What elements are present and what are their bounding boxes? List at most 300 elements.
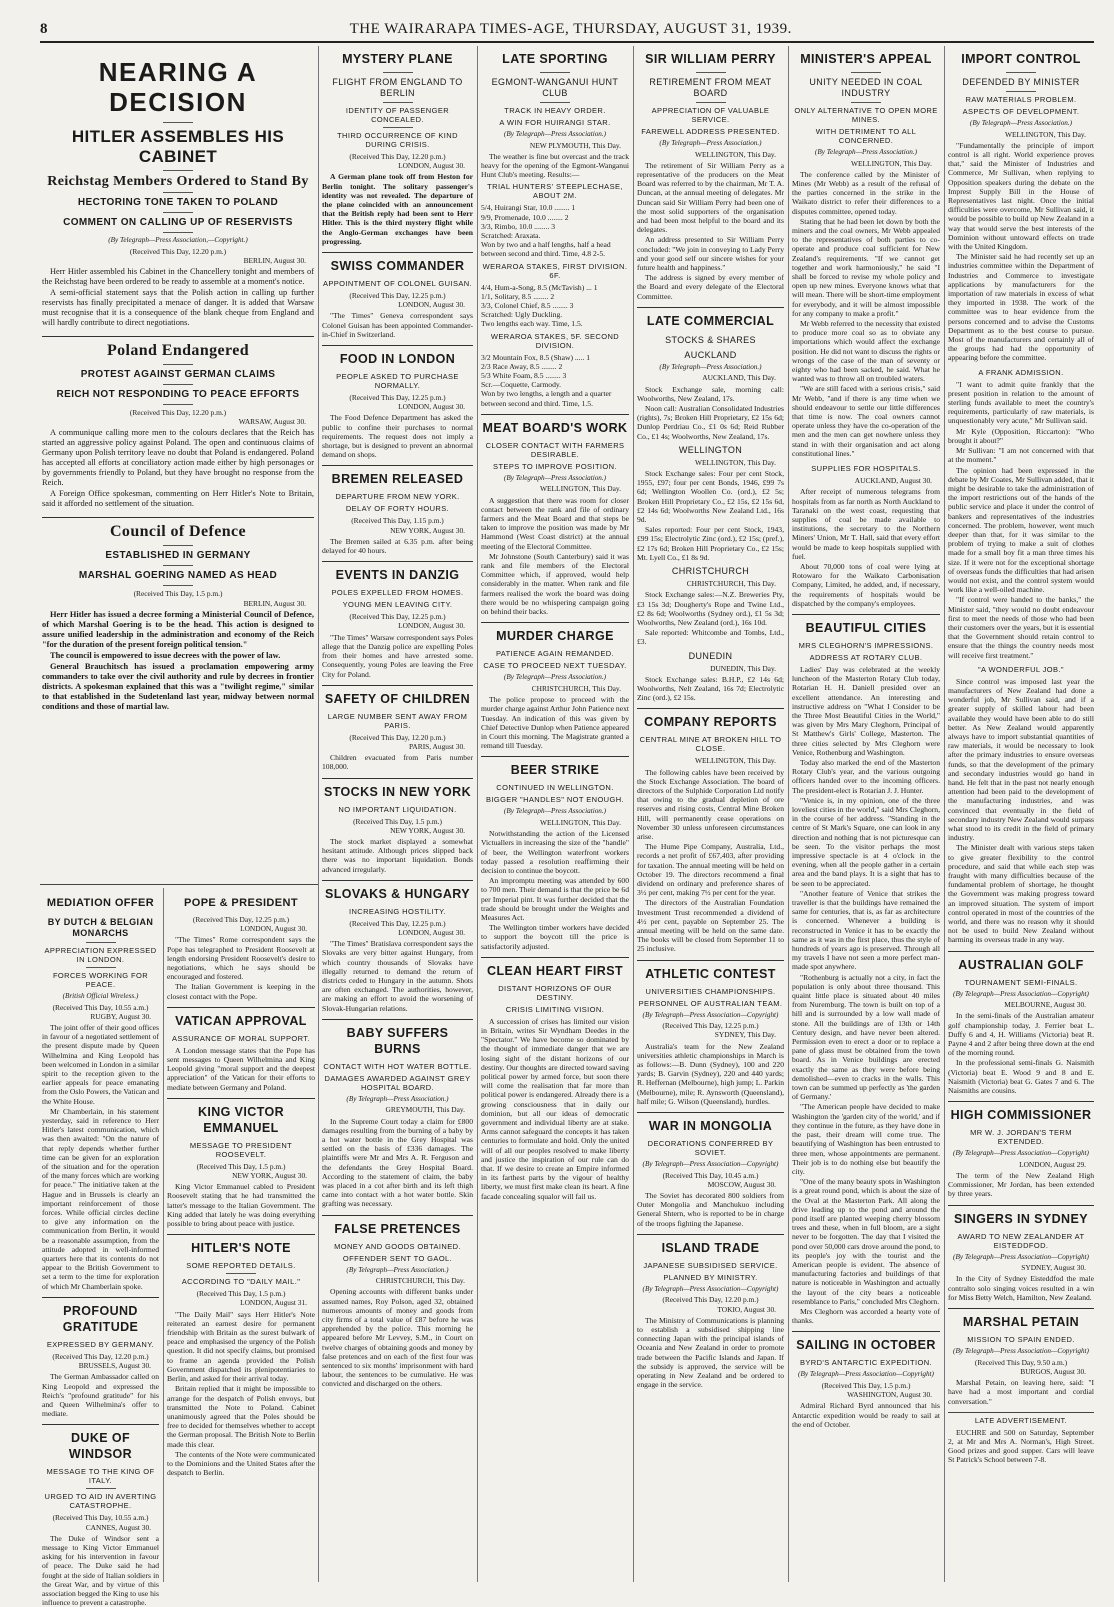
company-dateline: WELLINGTON, This Day.	[695, 756, 776, 766]
column-3	[481, 46, 629, 1584]
meat-subhead-2: STEPS TO IMPROVE POSITION.	[493, 461, 617, 471]
minister-subhead-1: UNITY NEEDED IN COAL INDUSTRY	[809, 77, 923, 98]
sporting-para: The weather is fine but overcast and the track heavy for the opening of the Egmont-Wanganui Hunt Club's meeting. Results:—	[481, 151, 629, 180]
cities-body	[792, 665, 940, 1325]
baby-dateline: GREYMOUTH, This Day.	[385, 1105, 465, 1115]
commissioner-dateline: LONDON, August 29.	[1019, 1159, 1086, 1169]
note-subhead-1: SOME REPORTED DETAILS.	[186, 1261, 296, 1271]
food-para: The Food Defence Department has asked the public to confine their purchases to normal requirements. The request does not imply a shortage, but is designed to prevent an abnormal demand on shops.	[322, 413, 473, 460]
murder-headline: MURDER CHARGE	[481, 622, 629, 646]
golf-body	[948, 1011, 1094, 1095]
beer-para: The Wellington timber workers have decided to support the boycott till the price is satisfactorily adjusted.	[481, 923, 629, 951]
minister-para: "We are still faced with a serious crisis," said Mr Webb, "and if there is any time when we should endeavour to settle our little differences that time is now. The coal owners cannot operate unless they have the co-operation of the men and the men can get nowhere unless they stand in with their organisation and act along constitutional lines."	[792, 384, 940, 458]
council-subhead-1: ESTABLISHED IN GERMANY	[105, 550, 251, 562]
perry-subhead-1: RETIREMENT FROM MEAT BOARD	[649, 77, 772, 98]
hospitals-dateline: AUCKLAND, August 30.	[854, 476, 932, 486]
import-subhead-3: ASPECTS OF DEVELOPMENT.	[962, 107, 1080, 116]
admission-para: "I want to admit quite frankly that the present position in relation to the amount of sterling funds available to meet the country's requirements, particularly of raw materials, is unquestionably very acute," Mr Sullivan said.	[948, 379, 1094, 426]
singers-body	[948, 1274, 1094, 1302]
race-line: Scr.—Coquette, Carmody.	[481, 380, 562, 390]
mongolia-body	[637, 1191, 784, 1228]
mediation-received: (Received This Day, 10.55 a.m.)	[52, 1002, 149, 1012]
pretences-para: Opening accounts with different banks under assumed names, Roy Polson, aged 32, obtained numerous amounts of money and goods from city firms of a total value of £87 before he was apprehended by the police. This morning he appeared before Mr Levvey, S.M., in Court on twelve charges of obtaining goods and money by false pretences and on each of the first four was sentenced to six months' imprisonment with hard labour, the sentences to be cumulative. He was convicted and discharged on the others.	[322, 1287, 473, 1389]
petain-para: Marshal Petain, on leaving here, said: "I have had a most important and cordial conversation."	[948, 1378, 1094, 1406]
pope-para: "The Times" Rome correspondent says the Pope has telegraphed to President Roosevelt at length endorsing President Roosevelt's desire to negotiations, which he says should be encouraged and fostered.	[167, 935, 315, 982]
island-headline: ISLAND TRADE	[637, 1234, 784, 1258]
pope-para: The Italian Government is keeping in the closest contact with the Pope.	[167, 982, 315, 1001]
commissioner-para: The term of the New Zealand High Commissioner, Mr Jordan, has been extended by three years.	[948, 1171, 1094, 1199]
poland-para: A Foreign Office spokesman, commenting on Herr Hitler's Note to Britain, said it afforded no settlement of the situation.	[42, 489, 314, 509]
victor-dateline: NEW YORK, August 30.	[232, 1171, 307, 1181]
petain-headline: MARSHAL PETAIN	[948, 1308, 1094, 1332]
admission-para: Mr Sullivan: "I am not concerned with that at the moment."	[948, 446, 1094, 465]
vatican-subhead-1: ASSURANCE OF MORAL SUPPORT.	[172, 1033, 310, 1043]
children-received: (Received This Day, 12.20 p.m.)	[349, 732, 446, 742]
cities-para: "Another feature of Venice that strikes the traveller is that the buildings have remained the same for centuries, that is, as far as architecture is concerned. Whenever a building is reconstructed in Venice it has to be exactly the same as it was in the first place, thus the style of hundreds of years ago is preserved. Through all my travels I have not seen a more perfect man-made spot anywhere.	[792, 888, 940, 972]
island-credit: (By Telegraph—Press Association—Copyright)	[642, 1284, 779, 1293]
slovaks-subhead-1: INCREASING HOSTILITY.	[348, 906, 447, 916]
auckland-para: Noon call: Australian Consolidated Industries (rights), 7s; Broken Hill Proprietary, £2 15s 6d; Dunlop Perdriau Co., £1 0s 6d; Reid Rubber Co., £1 4s; Woolworths, New Zealand, 17s.	[637, 404, 784, 441]
windsor-headline: DUKE OF WINDSOR	[42, 1424, 159, 1464]
gratitude-dateline: BRUSSELS, August 30.	[78, 1361, 151, 1371]
christchurch-dateline: CHRISTCHURCH, This Day.	[686, 579, 776, 589]
island-para: The Ministry of Communications is planning to establish a subsidised shipping line connecting Japan with the principal islands of Oceania and New Zealand in order to promote trade between the Pacific Islands and Japan. If the subsidy is approved, the service will be operating in New Zealand and be ordered to engage in the service.	[637, 1315, 784, 1390]
late-advert-heading: LATE ADVERTISEMENT.	[948, 1412, 1094, 1425]
late-advert-body	[948, 1428, 1094, 1465]
murder-body	[481, 695, 629, 750]
swiss-body	[322, 311, 473, 339]
beer-body	[481, 829, 629, 951]
perry-headline: SIR WILLIAM PERRY	[645, 52, 776, 66]
import-para: The Minister said he had recently set up an industries committee within the Department of Industries and Commerce to investigate applications by manufacturers for the importation of raw materials in excess of what they imported in 1938. The work of the committee was to hear evidence from the persons concerned and to advise the Customs Department as to the best course to pursue. Most of the manufacturers and certainly all of the groups had had the opportunity of appearing before the committee.	[948, 252, 1094, 363]
pretences-body	[322, 1287, 473, 1388]
beer-dateline: WELLINGTON, This Day.	[540, 817, 621, 827]
sailing-received: (Received This Day, 1.5 p.m.)	[821, 1380, 911, 1390]
baby-headline: BABY SUFFERS BURNS	[322, 1019, 473, 1059]
wonderful-para: The Minister dealt with various steps taken to give greater flexibility to the control procedure, and said that while each step was fraught with many difficulties because of the fundamental problem of shortage, he thought the Government was making progress toward an improved situation. The system of import control operated in most of the countries of the world, and there was no reason why it should not be used to build New Zealand without harming its overseas trade in any way.	[948, 843, 1094, 945]
mystery-subhead-2: IDENTITY OF PASSENGER CONCEALED.	[345, 106, 450, 124]
perry-dateline: WELLINGTON, This Day.	[695, 149, 776, 159]
athletic-subhead-2: PERSONNEL OF AUSTRALIAN TEAM.	[638, 998, 783, 1008]
company-headline: COMPANY REPORTS	[637, 708, 784, 732]
perry-body	[637, 161, 784, 301]
danzig-body	[322, 633, 473, 679]
admission-para: The opinion had been expressed in the debate by Mr Coates, Mr Sullivan added, that it might be desirable to take the administration of the import restrictions out of the hands of the public service and place it under the control of bankers and representatives of the industries concerned. The problem, however, went much deeper than that, for it was similar to the problem of trying to make a suit of clothes made for a small boy fit a man three times his size. If it were not for the exceptional shortage of overseas funds the difficulties that had arisen would not exist, and the control system would work like a well-oiled machine.	[948, 465, 1094, 595]
pope-received: (Received This Day, 12.25 p.m.)	[192, 915, 290, 924]
golf-headline: AUSTRALIAN GOLF	[948, 951, 1094, 975]
children-subhead-1: LARGE NUMBER SENT AWAY FROM PARIS.	[327, 711, 468, 730]
company-para: The directors of the Australian Foundation Investment Trust recommended a dividend of 4½ per cent, payable on September 25. The annual meeting will be held on the same date. The books will be closed from September 11 to 25 inclusive.	[637, 898, 784, 954]
poland-headline: Poland Endangered	[42, 336, 314, 361]
mediation-body	[42, 1023, 159, 1291]
pope-dateline: LONDON, August 30.	[240, 924, 307, 934]
victor-subhead-1: MESSAGE TO PRESIDENT ROOSEVELT.	[189, 1140, 293, 1159]
athletic-headline: ATHLETIC CONTEST	[637, 960, 784, 984]
race-line: 5/4, Huirangi Star, 10.0 ........ 1	[481, 203, 576, 213]
race-line: 3/3, Colonel Chief, 8.5 ........ 3	[481, 301, 574, 311]
note-subhead-2: ACCORDING TO "DAILY MAIL."	[181, 1277, 301, 1287]
mongolia-received: (Received This Day, 10.45 a.m.)	[662, 1170, 759, 1180]
sporting-subhead-1: EGMONT-WANGANUI HUNT CLUB	[491, 77, 619, 98]
bremen-body	[322, 537, 473, 555]
bremen-dateline: NEW YORK, August 30.	[390, 525, 465, 535]
sailing-subhead-1: BYRD'S ANTARCTIC EXPEDITION.	[799, 1358, 933, 1368]
slovaks-received: (Received This Day, 12.25 p.m.)	[349, 918, 446, 928]
danzig-received: (Received This Day, 12.25 p.m.)	[349, 612, 446, 622]
athletic-para: Australia's team for the New Zealand universities athletic championships in March is as follows:—B. Dunn (Sydney), 100 and 220 yards; B. Garvin (Sydney), 220 and 440 yards; R. Heffernan (Melbourne), high jump; L. Parkin (Melbourne), mile; R. Aynsworth (Queensland), half mile; G. Wilson (Queensland), hurdles.	[637, 1041, 784, 1106]
meat-body	[481, 496, 629, 617]
race-line: Won by two lengths, a length and a quarter between second and third. Time, 1.5.	[481, 389, 612, 408]
hospitals-heading: SUPPLIES FOR HOSPITALS.	[811, 464, 921, 474]
bremen-headline: BREMEN RELEASED	[322, 465, 473, 489]
heart-subhead-1: DISTANT HORIZONS OF OUR DESTINY.	[498, 983, 612, 1002]
mediation-credit: (British Official Wireless.)	[62, 992, 139, 1000]
victor-headline: KING VICTOR EMMANUEL	[167, 1098, 315, 1138]
admission-para: "If control were handed to the banks," the Minister said, "they would no doubt endeavour first to meet the needs of those who had been their customers over the years, but it is essential that the Government should retain control to ensure that the things the country needs most will receive first treatment."	[948, 595, 1094, 660]
perry-para: The address is signed by every member of the Board and every delegate of the Electoral Committee.	[637, 273, 784, 301]
danzig-para: "The Times" Warsaw correspondent says Poles allege that the Danzig police are expelling Poles from their homes and have arrested some. Consequently, young Poles are leaving the Free City for Poland.	[322, 632, 473, 679]
wonderful-heading: "A WONDERFUL JOB."	[977, 664, 1064, 674]
auckland-credit: (By Telegraph—Press Association.)	[659, 362, 762, 371]
council-para: General Brauchitsch has issued a proclamation empowering army commanders to take over the civil authority and rule by decrees in frontier districts. A spokesman explained that this was a "twilight regime," similar to that established in the Sudetenland last year, midway between normal conditions and those of martial law.	[42, 661, 314, 711]
beer-subhead-2: BIGGER "HANDLES" NOT ENOUGH.	[485, 795, 625, 805]
auckland-heading: AUCKLAND	[684, 349, 737, 360]
lead-body	[42, 267, 314, 328]
food-subhead-1: PEOPLE ASKED TO PURCHASE NORMALLY.	[336, 372, 459, 391]
poland-para: A communique calling more men to the colours declares that the Reich has started an aggressive policy against Poland. The open and continuous claims of Germany upon Polish territory leave no doubt that Poland is endangered. Poland has accepted all efforts at conciliatory action made either by high personages or by governments friendly to Poland, but they have brought no response from the Reich.	[42, 428, 314, 488]
murder-credit: (By Telegraph—Press Association.)	[503, 673, 607, 682]
pretences-headline: FALSE PRETENCES	[322, 1215, 473, 1239]
race-line: Scratched: Ugly Duckling.	[481, 310, 563, 320]
column-6	[948, 46, 1094, 1584]
mediation-subhead-3: FORCES WORKING FOR PEACE.	[52, 971, 149, 989]
race-line: Won by two and a half lengths, half a head between second and third. Time, 4.8 2-5.	[481, 240, 611, 259]
murder-para: The police propose to proceed with the murder charge against Arthur John Patience next Tuesday. An indication of this was given by Chief Detective Dunlop when Patience appeared in Court this morning. The Magistrate granted a remand till Tuesday.	[481, 695, 629, 751]
masthead	[40, 14, 1094, 43]
windsor-body	[42, 1534, 159, 1607]
lead-subhead-1: HITLER ASSEMBLES HIS CABINET	[71, 127, 285, 166]
minister-subhead-3: WITH DETRIMENT TO ALL CONCERNED.	[815, 127, 917, 145]
island-body	[637, 1316, 784, 1390]
race-1-title: TRIAL HUNTERS' STEEPLECHASE, ABOUT 2M.	[487, 182, 623, 201]
poland-received: (Received This Day, 12.20 p.m.)	[129, 408, 227, 417]
athletic-dateline: SYDNEY, This Day.	[714, 1030, 776, 1040]
company-para: The following cables have been received by the Stock Exchange Association. The board of directors of the Sulphide Corporation Ltd notify that owing to the gradual depletion of ore reserves and rising costs, Central Mine Broken Hill, will permanently cease operations on November 30 unless unforeseen circumstances arise.	[637, 767, 784, 841]
note-para: "The Daily Mail" says Herr Hitler's Note reiterated an earnest desire for permanent friendship with Britain as the surest bulwark of peace and emphasised the urgency of the Polish question. It did not specify claims, but promised to frame an agenda provided the Polish Government dispatched its plenipotentiaries to Berlin, and asked for their arrival today.	[167, 1309, 315, 1384]
meat-subhead-1: CLOSER CONTACT WITH FARMERS DESIRABLE.	[485, 440, 625, 459]
council-received: (Received This Day, 1.5 p.m.)	[133, 589, 223, 599]
note-para: Britain replied that it might be impossible to arrange for the despatch of Polish envoys, but transmitted the Note to Poland. Cabinet unanimously agreed that the Poles should be free to decided for themselves whether to accept the German proposal. The British Note to Berlin made this clear.	[167, 1384, 315, 1449]
lead-para: Herr Hitler assembled his Cabinet in the Chancellery tonight and members of the Reichstag have been ordered to be ready to assemble at a moment's notice.	[42, 267, 314, 286]
mystery-subhead-1: FLIGHT FROM ENGLAND TO BERLIN	[332, 77, 463, 98]
swiss-para: "The Times" Geneva correspondent says Colonel Guisan has been appointed Commander-in-Chief in Switzerland.	[322, 311, 473, 339]
mediation-dateline: RUGBY, August 30.	[90, 1011, 151, 1021]
beer-headline: BEER STRIKE	[481, 756, 629, 780]
food-headline: FOOD IN LONDON	[322, 345, 473, 369]
cities-para: "One of the many beauty spots in Washington is a great round pond, which is about the size of the Oval at the Masterton Park. All along the drive leading up to the pond and around the pond itself are planted weeping cherry blossom trees and these, when in full bloom, are a sight never to be forgotten. The day that I visited the pond over 50,000 cars drove around the pond, to its people's joy with the tourist and the American people is evident. The absence of manufacturing factories and buildings of that nature is noticeable in Washington and actually the layout of the city bears a noticeable resemblance to Paris," concluded Mrs Cleghorn.	[792, 1177, 940, 1306]
commissioner-headline: HIGH COMMISSIONER	[948, 1101, 1094, 1125]
slovaks-body	[322, 939, 473, 1013]
beer-credit: (By Telegraph—Press Association.)	[503, 807, 607, 816]
wellington-para: Stock Exchange sales: Four per cent Stock, 1955, £97; four per cent Bonds, 1946, £99 7s 6d; Wellington Woollen Co. (ord.), £2 5s; Broken Hill Proprietary Co., £2 15s, £2 15s 6d, £2 14s 6d; Woolworths New Zealand Ltd., 16s 9d.	[637, 469, 784, 525]
children-para: Children evacuated from Paris number 108,000.	[322, 753, 473, 772]
lead-subhead-3: HECTORING TONE TAKEN TO POLAND	[77, 197, 279, 208]
mediation-headline: MEDIATION OFFER	[46, 897, 155, 909]
race-line: 3/3, Rimbo, 10.0 ........ 3	[481, 221, 556, 231]
golf-para: In the professional semi-finals G. Naismith (Victoria) beat E. Wood 9 and 8 and E. Naismith (Victoria) beat G. Gates 7 and 6. The Naismiths are cousins.	[948, 1058, 1094, 1096]
company-subhead-1: CENTRAL MINE AT BROKEN HILL TO CLOSE.	[639, 735, 782, 754]
poland-dateline: WARSAW, August 30.	[238, 417, 306, 427]
stocks-subhead-1: NO IMPORTANT LIQUIDATION.	[338, 804, 457, 814]
gratitude-received: (Received This Day, 12.20 p.m.)	[52, 1351, 149, 1361]
athletic-subhead-1: UNIVERSITIES CHAMPIONSHIPS.	[645, 986, 776, 996]
danzig-subhead-2: YOUNG MEN LEAVING CITY.	[342, 600, 453, 610]
slovaks-dateline: LONDON, August 30.	[398, 927, 465, 937]
sailing-para: Admiral Richard Byrd announced that his Antarctic expedition would be ready to sail at the end of October.	[792, 1401, 940, 1429]
mongolia-credit: (By Telegraph—Press Association—Copyright)	[642, 1160, 779, 1169]
baby-body	[322, 1117, 473, 1209]
commercial-subhead-1: STOCKS & SHARES	[665, 334, 756, 345]
column-4	[637, 46, 784, 1584]
wellington-heading: WELLINGTON	[678, 444, 743, 455]
pope-headline: POPE & PRESIDENT	[184, 897, 298, 909]
poland-body	[42, 428, 314, 509]
race-line: 4/4, Hum-a-Song, 8.5 (McTavish) ... 1	[481, 282, 598, 292]
mongolia-headline: WAR IN MONGOLIA	[637, 1112, 784, 1136]
perry-subhead-3: FAREWELL ADDRESS PRESENTED.	[641, 127, 780, 136]
import-credit: (By Telegraph—Press Association.)	[969, 119, 1073, 127]
athletic-body	[637, 1042, 784, 1106]
singers-subhead-1: AWARD TO NEW ZEALANDER AT EISTEDDFOD.	[957, 1231, 1085, 1250]
sporting-dateline: NEW PLYMOUTH, This Day.	[529, 140, 621, 150]
cities-para: "Venice is, in my opinion, one of the three loveliest cities in the world," said Mrs Cleghorn, in the course of her address. "Standing in the centre of St Mark's Square, one can look in any direction and nothing that is not picturesque can be seen. To the visitor perhaps the most impressive spectacle is at 4 o'clock in the evening, when all the people gather in a certain area and the band plays. It is a sight that has to be seen to be appreciated.	[792, 795, 940, 888]
dunedin-para: Stock Exchange sales: B.H.P., £2 14s 6d; Woolworths, Nelt Zealand, 16s 7d; Electrolytic Zinc (ord.), £2 15s.	[637, 674, 784, 703]
perry-credit: (By Telegraph—Press Association.)	[659, 139, 762, 147]
meat-para: Mr Johnstone (South Canterbury) said it was rank and file members of the Electoral Committee which, if approved, would help considerably in the matter. When rank and file farmers realised the work the board was doing there would be no whispering campaign going on behind their backs.	[481, 551, 629, 617]
cities-para: "The American people have decided to make Washington the 'garden city of the world,' and if they continue in the future, as they have done in the past, their dream will come true. The beautifying of Washington has been entrusted to three men, whose appointments are permanent. Their job is to do nothing else but beautify the city.	[792, 1102, 940, 1176]
mongolia-para: The Soviet has decorated 800 soldiers from Outer Mongolia and Manchukuo including General Shtern, who is reported to be in charge of the troops fighting the Japanese.	[637, 1191, 784, 1228]
beer-para: Notwithstanding the action of the Licensed Victuallers in increasing the size of the "handle" of beer, the Wellington waterfront workers today passed a resolution reaffirming their decision to continue the boycott.	[481, 829, 629, 875]
lead-subhead-2: Reichstag Members Ordered to Stand By	[47, 174, 309, 189]
sailing-dateline: WASHINGTON, August 30.	[847, 1390, 932, 1400]
golf-para: In the semi-finals of the Australian amateur golf championship today, J. Ferrier beat L. Duffy 6 and 4, H. Williams (Victoria) beat R. Payne 4 and 2 after being three down at the end of the morning round.	[948, 1011, 1094, 1058]
wonderful-para: Since control was imposed last year the manufacturers of New Zealand had done a wonderful job, Mr Sullivan said, and if a greater supply of skilled labour had been available they would have been able to do still better. As New Zealand would apparently always have to import substantial quantities of raw materials, it would be necessary to look after the primary industries to ensure overseas funds, so that the development of the primary and secondary industries would go hand in hand. He felt that in the past not nearly enough attention had been paid to the development of the manufacturing industries, and was convinced that eventually in the field of secondary industry New Zealand would surpass what stood to its credit in the field of primary industry.	[948, 676, 1094, 843]
singers-dateline: SYDNEY, August 30.	[1021, 1263, 1086, 1273]
golf-dateline: MELBOURNE, August 30.	[1004, 1000, 1086, 1010]
sailing-body	[792, 1401, 940, 1429]
pretences-subhead-1: MONEY AND GOODS OBTAINED.	[334, 1241, 461, 1251]
sporting-subhead-3: A WIN FOR HUIRANGI STAR.	[499, 118, 611, 127]
sporting-credit: (By Telegraph—Press Association.)	[503, 130, 607, 138]
lead-dateline: BERLIN, August 30.	[243, 255, 306, 265]
minister-credit: (By Telegraph—Press Association.)	[814, 148, 918, 156]
note-body	[167, 1310, 315, 1478]
cities-subhead-2: ADDRESS AT ROTARY CLUB.	[809, 652, 923, 662]
note-para: The contents of the Note were communicated to the Dominions and the United States after the despatch to Berlin.	[167, 1449, 315, 1478]
stocks-headline: STOCKS IN NEW YORK	[322, 778, 473, 802]
victor-received: (Received This Day, 1.5 p.m.)	[196, 1161, 286, 1171]
petain-dateline: BURGOS, August 30.	[1020, 1366, 1086, 1376]
minister-para: The conference called by the Minister of Mines (Mr Webb) as a result of the refusal of the parties concerned in the strike in the Waikato district to refer their differences to a disputes committee, opened today.	[792, 169, 940, 216]
import-para: "Fundamentally the principle of import control is all right. World experience proves that," said the Minister of Industries and Commerce, Mr Sullivan, when replying to Opposition speakers during the debate on the Imprest Supply Bill in the House of Representatives last night. Once the initial difficulties were overcome, Mr Sullivan said, it would be possible to build up New Zealand in a way that would serve the best interests of the Dominion without untoward effects on trade with the United Kingdom.	[948, 140, 1094, 252]
athletic-credit: (By Telegraph—Press Association—Copyright)	[642, 1010, 779, 1019]
commissioner-credit: (By Telegraph—Press Association—Copyright)	[953, 1149, 1089, 1158]
singers-credit: (By Telegraph—Press Association—Copyright)	[953, 1252, 1089, 1261]
minister-dateline: WELLINGTON, This Day.	[851, 158, 932, 168]
admission-para: Mr Kyle (Opposition, Riccarton): "Who brought it about?"	[948, 426, 1094, 445]
heart-para: A succession of crises has limited our vision in Britain, writes Sir Wyndham Deedes in the "Spectator." We have become so dominated by the thought of immediate danger that we are losing sight of the distant horizons of our destiny. Our thoughts are directed toward saving political power by armed force, but soon there will come the realisation that far more than political power is endangered. Already there is a growing consciousness that in daily our dominion, but all our ideas of democratic government and individual liberty are at stake. Arms cannot safeguard the concepts it has taken centuries to formulate and hold. Only the united will of all our peoples resolved to make liberty and justice the inspiration of our rule can do that. If we desire to create an Empire informed in its farthest parts by the vigour of healthy liberty, we must first make clean its heart. A fine facade concealing squalor will fail us.	[481, 1016, 629, 1201]
council-para: Herr Hitler has issued a decree forming a Ministerial Council of Defence, of which Marshal Goering is to be the head. This action is designed to assure unified leadership in the administration and economy of the Reich "for the duration of the present foreign political tension."	[42, 609, 314, 649]
mediation-para: Mr Chamberlain, in his statement yesterday, said in reference to Herr Hitler's latest communication, which was then awaited: "On the nature of that reply depends whether further time can be given for an exploration of the situation and for the operation of the many forces which are working for peace." The initiative taken at the Hague and in Brussels is clearly an important reinforcement of those forces. While official circles decline to give any information on the communication from Berlin, it would be a reasonable assumption, from the attitude adopted in well-informed quarters here that its contents do not appear to the British Government to set a term to the time for exploration of which Mr Chamberlain spoke.	[42, 1106, 159, 1291]
windsor-dateline: CANNES, August 30.	[85, 1522, 151, 1532]
swiss-dateline: LONDON, August 30.	[398, 300, 465, 310]
hospitals-para: After receipt of numerous telegrams from hospitals from as far north as North Auckland to Taranaki on the west coast, requesting that supplies of coal be made available to institutions, the secretary to the Northern Miners' Union, Mr T. Hall, said that every effort would be made to keep hospitals supplied with fuel.	[792, 487, 940, 561]
mongolia-subhead-1: DECORATIONS CONFERRED BY SOVIET.	[647, 1139, 774, 1158]
council-body	[42, 610, 314, 712]
singers-headline: SINGERS IN SYDNEY	[948, 1205, 1094, 1229]
dunedin-body	[637, 675, 784, 703]
gratitude-headline: PROFOUND GRATITUDE	[42, 1297, 159, 1337]
baby-para: In the Supreme Court today a claim for £800 damages resulting from the burning of a baby by a hot water bottle in the Grey Hospital was settled on the basis of £336 damages. The plaintiffs were Mr and Mrs A. R. Ferguson and the defendants the Grey Hospital Board. According to the statement of claim, the baby was placed in a cot after birth and its left thigh came into contact with a hot water bottle. Skin grafting was necessary.	[322, 1116, 473, 1209]
beer-subhead-1: CONTINUED IN WELLINGTON.	[496, 783, 614, 793]
danzig-dateline: LONDON, August 30.	[398, 621, 465, 631]
petain-body	[948, 1378, 1094, 1406]
sporting-body	[481, 152, 629, 408]
import-body	[948, 141, 1094, 363]
note-headline: HITLER'S NOTE	[167, 1234, 315, 1258]
mystery-body	[322, 172, 473, 246]
council-para: The council is empowered to issue decrees with the power of law.	[50, 650, 281, 660]
race-3-title: WERAROA STAKES, 5F. SECOND DIVISION.	[490, 331, 620, 350]
vatican-para: A London message states that the Pope has sent messages to Queen Wilhelmina and King Leopold giving "moral support and the deepest appreciation" of the Vatican for their efforts to mediate between Germany and Poland.	[167, 1045, 315, 1092]
windsor-para: The Duke of Windsor sent a message to King Victor Emmanuel asking for his intervention in favour of peace. The Duke said he had fought at the side of Italian soldiers in the Great War, and by virtue of this association begged the King to use his influence to prevent a catastrophe.	[42, 1533, 159, 1607]
race-2-title: WERAROA STAKES, FIRST DIVISION. 6F.	[482, 261, 628, 280]
stocks-received: (Received This Day, 1.5 p.m.)	[353, 816, 442, 826]
baby-subhead-1: CONTACT WITH HOT WATER BOTTLE.	[323, 1061, 472, 1071]
auckland-para: Stock Exchange sale, morning call: Woolworths, New Zealand, 17s.	[637, 384, 784, 403]
note-received: (Received This Day, 1.5 p.m.)	[196, 1289, 286, 1299]
dunedin-heading: DUNEDIN	[688, 650, 733, 661]
meat-headline: MEAT BOARD'S WORK	[481, 414, 629, 438]
auckland-body	[637, 385, 784, 441]
island-subhead-2: PLANNED BY MINISTRY.	[663, 1272, 758, 1282]
commissioner-body	[948, 1171, 1094, 1199]
race-line: 2/3 Race Away, 8.5 ........ 2	[481, 361, 563, 371]
swiss-received: (Received This Day, 12.25 p.m.)	[349, 291, 446, 301]
bremen-subhead-1: DEPARTURE FROM NEW YORK.	[335, 492, 460, 502]
wellington-dateline: WELLINGTON, This Day.	[695, 457, 776, 467]
cities-para: "Rothenburg is actually not a city, in fact the population is only about three thousand. This quaint little place is situated about 40 miles from Nuremburg. The town is built on top of a hill and is surrounded by a low wall made of stone. All the buildings are of 13th or 14th Century design, and have never been altered. Permission even to erect a door or to replace a pane of glass must be obtained from the town board. As in Venice buildings are erected exactly the same as they were before being demolished—even to cracks in the walls. This town can be summed up perfectly as 'the garden of Germany.'	[792, 972, 940, 1102]
heart-headline: CLEAN HEART FIRST	[481, 957, 629, 981]
cities-para: Ladies' Day was celebrated at the weekly luncheon of the Masterton Rotary Club today, Rotarian H. H. Daniell presided over an excellent attendance. An interesting and instructive address on "What I Consider to be the Three Most Beautiful Cities in the World," was given by Mrs Mary Cleghorn, Principal of St Matthew's Girls' College, Masterton. The three cities selected by Mrs Cleghorn were Venice, Rothenburg and Washington.	[792, 664, 940, 757]
poland-subhead-2: REICH NOT RESPONDING TO PEACE EFFORTS	[56, 389, 300, 400]
danzig-subhead-1: POLES EXPELLED FROM HOMES.	[331, 588, 464, 598]
heart-body	[481, 1017, 629, 1201]
pretences-credit: (By Telegraph—Press Association.)	[346, 1265, 449, 1274]
golf-subhead-1: TOURNAMENT SEMI-FINALS.	[964, 977, 1078, 987]
food-dateline: LONDON, August 30.	[398, 402, 465, 412]
vatican-body	[167, 1046, 315, 1092]
race-line: Two lengths each way. Time, 1.5.	[481, 319, 583, 329]
baby-subhead-2: DAMAGES AWARDED AGAINST GREY HOSPITAL BOARD.	[324, 1073, 471, 1092]
mystery-para: A German plane took off from Heston for Berlin tonight. The solitary passenger's identity was not revealed. The departure of the plane coincided with an announcement that the British reply had been sent to Herr Hitler. This is the third mystery flight while the Anglo-German exchanges have been progressing.	[322, 172, 473, 246]
petain-credit: (By Telegraph—Press Association—Copyright)	[953, 1347, 1089, 1356]
windsor-subhead-2: URGED TO AID IN AVERTING CATASTROPHE.	[44, 1492, 157, 1511]
mystery-headline: MYSTERY PLANE	[342, 52, 453, 66]
beer-para: An impromptu meeting was attended by 600 to 700 men. Their demand is that the price be 6d per Imperial pint. It was further decided that the trade should be brought under the Weights and Measures Act.	[481, 876, 629, 922]
mystery-dateline: LONDON, August 30.	[398, 161, 465, 171]
stocks-body	[322, 837, 473, 874]
swiss-headline: SWISS COMMANDER	[322, 252, 473, 276]
pretences-dateline: CHRISTCHURCH, This Day.	[375, 1276, 465, 1286]
golf-credit: (By Telegraph—Press Association—Copyright)	[953, 989, 1089, 998]
wellington-body	[637, 469, 784, 562]
island-received: (Received This Day, 12.20 p.m.)	[662, 1295, 759, 1305]
lead-para: A semi-official statement says that the Polish action in calling up further reservists has finally precipitated a menace of danger. It is added that Warsaw must recognise that it is a consequence of the blank cheque from England and will hardly contribute to direct negotiations.	[42, 288, 314, 327]
lead-story	[42, 46, 314, 884]
import-dateline: WELLINGTON, This Day.	[1005, 129, 1086, 139]
minister-headline: MINISTER'S APPEAL	[800, 52, 932, 66]
cities-subhead-1: MRS CLEGHORN'S IMPRESSIONS.	[798, 640, 934, 650]
minister-para: Mr Webb referred to the necessity that existed to produce more coal so as to obviate any importations which would affect the exchange position. He did not want to discuss the rights or wrongs of the case of the man of seventy or eighty who had been sacked, he said. What he wanted was to throw all on troubled waters.	[792, 319, 940, 384]
stocks-dateline: NEW YORK, August 30.	[390, 825, 465, 835]
christchurch-heading: CHRISTCHURCH	[671, 566, 750, 577]
athletic-received: (Received This Day, 12.25 p.m.)	[662, 1021, 759, 1031]
company-para: The Hume Pipe Company, Australia, Ltd., records a net profit of £67,403, after providing for taxation. The annual meeting will be held on October 19. The directors recommend a final dividend on ordinary and preference shares of 3½ per cent, making 7½ per cent for the year.	[637, 842, 784, 898]
mediation-para: The joint offer of their good offices in favour of a negotiated settlement of the present dispute made by Queen Wilhelmina and King Leopold has been welcomed in London in a similar spirit to the reception given to the earlier appeals for peace emanating from the Oslo Powers, the Vatican and the White House.	[42, 1023, 159, 1106]
wellington-para: Sales reported: Four per cent Stock, 1943, £99 15s; Electrolytic Zinc (ord.), £2 15s; (pref.), £2 17s 6d; Broken Hill Proprietary Co., £2 15s; Mt. Lyell Co., £1 8s 9d.	[637, 525, 784, 562]
slovaks-headline: SLOVAKS & HUNGARY	[322, 880, 473, 904]
lead-received: (Received This Day, 12.20 p.m.)	[129, 246, 227, 256]
race-line: 3/2 Mountain Fox, 8.5 (Shaw) ..... 1	[481, 352, 591, 362]
pope-body	[167, 935, 315, 1000]
import-headline: IMPORT CONTROL	[961, 52, 1081, 66]
hospitals-body	[792, 487, 940, 608]
poland-subhead-1: PROTEST AGAINST GERMAN CLAIMS	[80, 369, 276, 380]
baby-credit: (By Telegraph—Press Association.)	[346, 1094, 449, 1103]
food-received: (Received This Day, 12.25 p.m.)	[349, 393, 446, 403]
murder-subhead-1: PATIENCE AGAIN REMANDED.	[495, 649, 615, 659]
vatican-headline: VATICAN APPROVAL	[167, 1007, 315, 1031]
meat-para: A suggestion that there was room for closer contact between the rank and file of ordinary farmers and the Meat Board and that steps be taken to improve the position was made by Mr Hammond (West Coast district) at the annual meeting of the Electoral Committee.	[481, 495, 629, 551]
admission-body	[948, 380, 1094, 660]
bremen-subhead-2: DELAY OF FORTY HOURS.	[345, 504, 450, 514]
dunedin-dateline: DUNEDIN, This Day.	[710, 663, 776, 673]
lead-headline: NEARING A DECISION	[98, 57, 258, 117]
sporting-headline: LATE SPORTING	[502, 52, 608, 66]
race-line: 5/3 White Foam, 8.5 ........ 3	[481, 371, 567, 381]
minister-para: Stating that he had been let down by both the miners and the coal owners, Mr Webb appealed to the representatives of both parties to co-operate and produce coal sufficient for New Zealand's requirements. "If we cannot get together and work harmoniously," he said "I shall be forced to revise my whole policy and open up new mines. Everyone knows what that will mean. There will be short-time employment for everybody, and it will be almost impossible for any company to make a profit."	[792, 216, 940, 318]
mediation-subhead-2: APPRECIATION EXPRESSED IN LONDON.	[44, 946, 157, 964]
mystery-received: (Received This Day, 12.20 p.m.)	[349, 152, 446, 161]
race-line: 1/1, Solitary, 8.5 ........ 2	[481, 291, 555, 301]
bremen-para: The Bremen sailed at 6.35 p.m. after being delayed for 40 hours.	[322, 536, 473, 556]
auckland-dateline: AUCKLAND, This Day.	[702, 373, 776, 383]
company-body	[637, 768, 784, 954]
island-dateline: TOKIO, August 30.	[717, 1304, 776, 1314]
swiss-subhead-1: APPOINTMENT OF COLONEL GUISAN.	[322, 279, 473, 289]
singers-para: In the City of Sydney Eisteddfod the male contralto solo singing voices resulted in a win for Miss Betty Welch, Hamilton, New Zealand.	[948, 1274, 1094, 1302]
heart-subhead-2: CRISIS LIMITING VISION.	[505, 1004, 605, 1014]
column-5	[792, 46, 940, 1584]
import-subhead-1: DEFENDED BY MINISTER	[962, 77, 1080, 87]
slovaks-para: "The Times" Bratislava correspondent says the Slovaks are very bitter against Hungary, from which country thousands of Slovaks have illegally returned to demand the return of districts ceded to Hungary in the autumn. Shots are often exchanged. The authorities, however, are making an effort to avoid the worsening of Slovak-Hungarian relations.	[322, 939, 473, 1013]
children-body	[322, 753, 473, 771]
perry-para: An address presented to Sir William Perry concluded: "We join in conveying to Lady Perry and your good self our sincere wishes for your future health and happiness."	[637, 235, 784, 273]
sporting-subhead-2: TRACK IN HEAVY ORDER.	[504, 106, 606, 115]
christchurch-body	[637, 590, 784, 646]
bremen-received: (Received This Day, 1.15 p.m.)	[351, 516, 444, 526]
